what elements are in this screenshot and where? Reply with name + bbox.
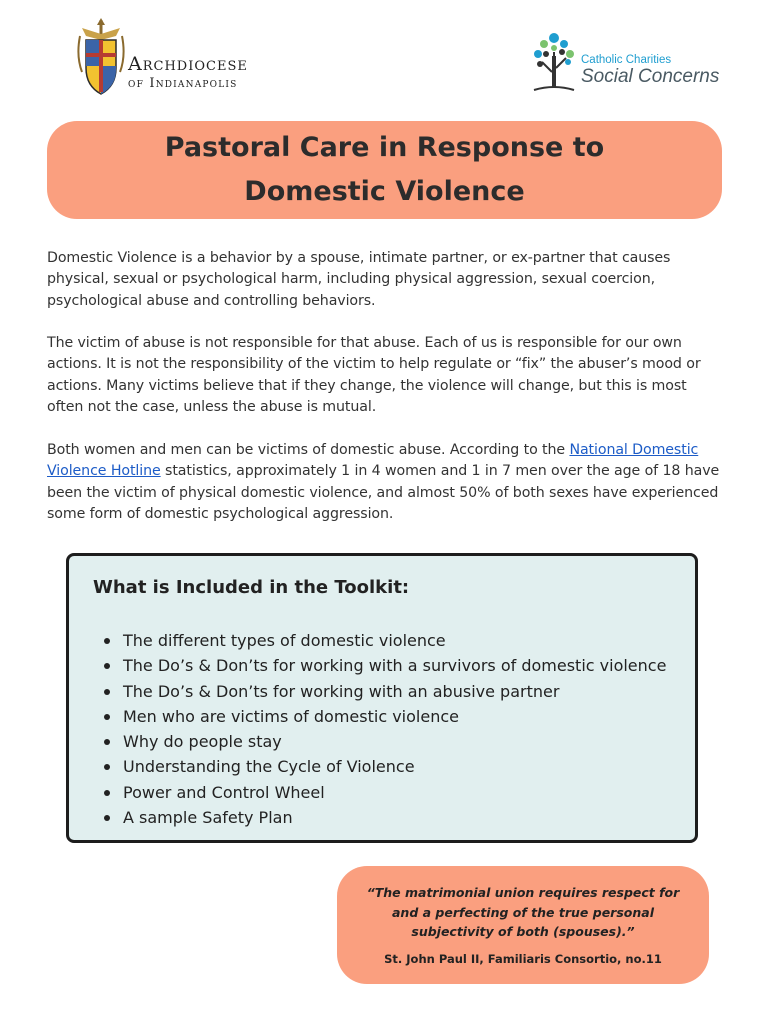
quote-text: “The matrimonial union requires respect for and a perfecting of the true personal subjectivity of both (spouses).” <box>366 885 680 939</box>
toolkit-item: A sample Safety Plan <box>99 805 666 830</box>
toolkit-item: The Do’s & Don’ts for working with an abusive partner <box>99 679 666 704</box>
quote-citation: St. John Paul II, Familiaris Consortio, no.11 <box>384 952 662 966</box>
statistics-text-start: Both women and men can be victims of domestic abuse. According to the <box>47 442 570 458</box>
archdiocese-city: of Indianapolis <box>128 76 238 91</box>
page-title: Pastoral Care in Response to Domestic Violence <box>164 132 605 207</box>
toolkit-list <box>99 628 666 830</box>
toolkit-item: Why do people stay <box>99 729 666 754</box>
toolkit-item: The different types of domestic violence <box>99 628 666 653</box>
catholic-charities-name: Catholic Charities <box>581 54 672 66</box>
social-concerns-name: Social Concerns <box>581 66 720 87</box>
quote-box <box>337 866 709 984</box>
archdiocese-wordmark <box>128 54 248 92</box>
responsibility-paragraph: The victim of abuse is not responsible for that abuse. Each of us is responsible for our own actions. It is not the responsibility of the victim to help regulate or “fix” the abuser’s mood or actions. Many victims believe that if they change, the violence will change, but this is most often not the case, unless the abuse is mutual. <box>47 335 701 416</box>
toolkit-item: Power and Control Wheel <box>99 780 666 805</box>
statistics-text-end: statistics, approximately 1 in 4 women and 1 in 7 men over the age of 18 have been the victim of physical domestic violence, and almost 50% of both sexes have experienced some form of domestic psychological aggression. <box>47 463 720 523</box>
diocese-crest-icon <box>76 16 126 96</box>
toolkit-box <box>66 553 698 843</box>
archdiocese-name: Archdiocese <box>128 53 248 75</box>
hotline-link[interactable]: National Domestic Violence Hotline <box>47 442 699 480</box>
toolkit-title: What is Included in the Toolkit: <box>93 577 410 598</box>
toolkit-item: Understanding the Cycle of Violence <box>99 754 666 779</box>
definition-paragraph: Domestic Violence is a behavior by a spouse, intimate partner, or ex-partner that causes physical, sexual or psychological harm, including physical aggression, sexual coercion, psychological abuse and controlling behaviors. <box>47 250 671 309</box>
tree-of-people-icon <box>530 26 578 96</box>
statistics-paragraph <box>47 440 727 526</box>
toolkit-item: Men who are victims of domestic violence <box>99 704 666 729</box>
catholic-charities-logo <box>530 26 720 96</box>
title-banner <box>47 121 722 219</box>
toolkit-item: The Do’s & Don’ts for working with a survivors of domestic violence <box>99 653 666 678</box>
archdiocese-logo <box>76 16 276 98</box>
